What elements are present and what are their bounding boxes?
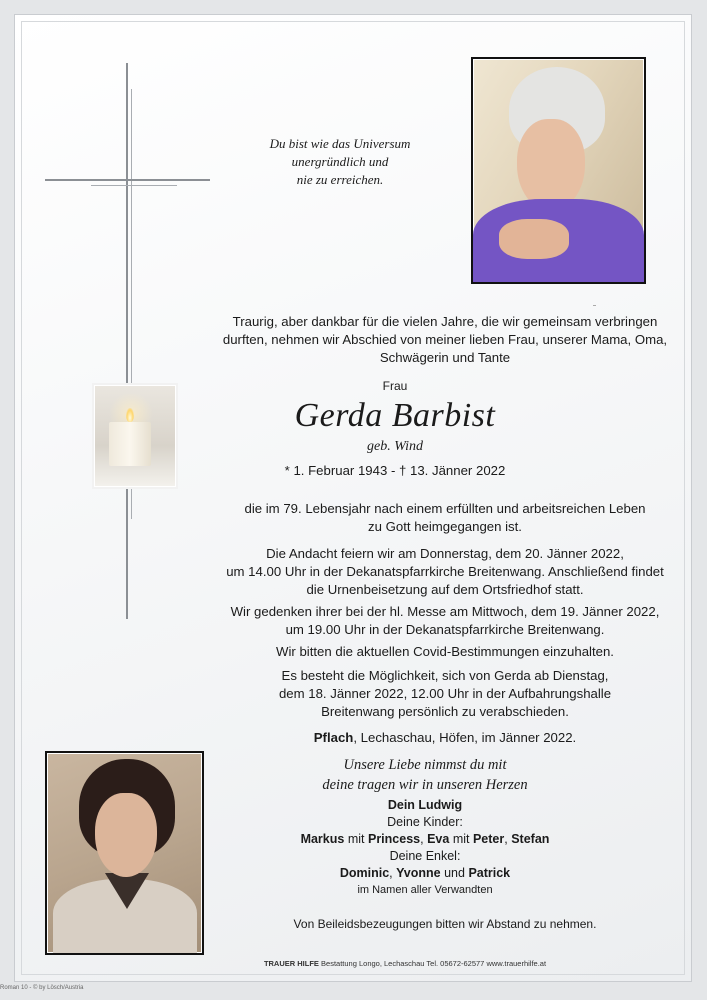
intro-text: Traurig, aber dankbar für die vielen Jahre, die wir gemeinsam verbringen durften, nehmen wir Abschied von meiner lieben Frau, unserer Mama, Oma, Schwägerin und Tante	[222, 314, 668, 365]
portrait-photo-elderly	[471, 57, 646, 284]
closing-quote: Unsere Liebe nimmst du mit deine tragen wir in unseren Herzen	[322, 757, 528, 793]
deceased-name: Gerda Barbist	[294, 397, 496, 434]
candle-body	[109, 422, 151, 466]
children-label: Deine Kinder:	[387, 815, 463, 829]
mass-text: Wir gedenken ihrer bei der hl. Messe am Mittwoch, dem 19. Jänner 2022, um 19.00 Uhr in der Dekanatspfarrkirche Breitenwang.	[230, 604, 660, 637]
parte-sheet	[14, 14, 692, 982]
salutation: Frau	[382, 379, 408, 393]
cross-vertical-line	[126, 63, 128, 619]
place-date: Pflach, Lechaschau, Höfen, im Jänner 2022.	[313, 730, 577, 745]
cross-horizontal-line-thin	[91, 185, 177, 186]
candle-flame-icon	[126, 408, 134, 422]
mourners-list	[275, 797, 575, 899]
children-names: Markus mit Princess, Eva mit Peter, Stefan	[300, 832, 550, 846]
cross-horizontal-line	[45, 179, 210, 181]
opening-quote: Du bist wie das Universum unergründlich und nie zu erreichen.	[269, 136, 411, 187]
relatives-line: im Namen aller Verwandten	[357, 884, 493, 896]
birth-name: geb. Wind	[367, 439, 423, 454]
candle-image	[94, 385, 176, 487]
grandchildren-names: Dominic, Yvonne und Patrick	[339, 866, 511, 880]
service-text: Die Andacht feiern wir am Donnerstag, dem 20. Jänner 2022, um 14.00 Uhr in der Dekanatspfarrkirche Breitenwang. Anschließend findet die Urnenbeisetzung auf dem Ortsfriedhof statt.	[226, 546, 664, 597]
scan-speck	[593, 305, 596, 306]
farewell-text: Es besteht die Möglichkeit, sich von Gerda ab Dienstag, dem 18. Jänner 2022, 12.00 Uhr in der Aufbahrungshalle Breitenwang persönlich zu verabschieden.	[278, 668, 612, 719]
condolence-note: Von Beileidsbezeugungen bitten wir Abstand zu nehmen.	[293, 917, 597, 931]
undertaker-footer: TRAUER HILFE Bestattung Longo, Lechaschau Tel. 05672-62577 www.trauerhilfe.at	[263, 959, 547, 968]
grandchildren-label: Deine Enkel:	[389, 849, 461, 863]
imprint-text: Roman 10 - © by Lösch/Austria	[0, 985, 84, 991]
portrait-photo-younger	[45, 751, 204, 955]
passing-text: die im 79. Lebensjahr nach einem erfüllten und arbeitsreichen Leben zu Gott heimgegangen ist.	[244, 501, 646, 534]
husband-name: Dein Ludwig	[387, 798, 463, 812]
covid-notice: Wir bitten die aktuellen Covid-Bestimmungen einzuhalten.	[276, 644, 614, 659]
life-dates: * 1. Februar 1943 - † 13. Jänner 2022	[284, 463, 506, 478]
